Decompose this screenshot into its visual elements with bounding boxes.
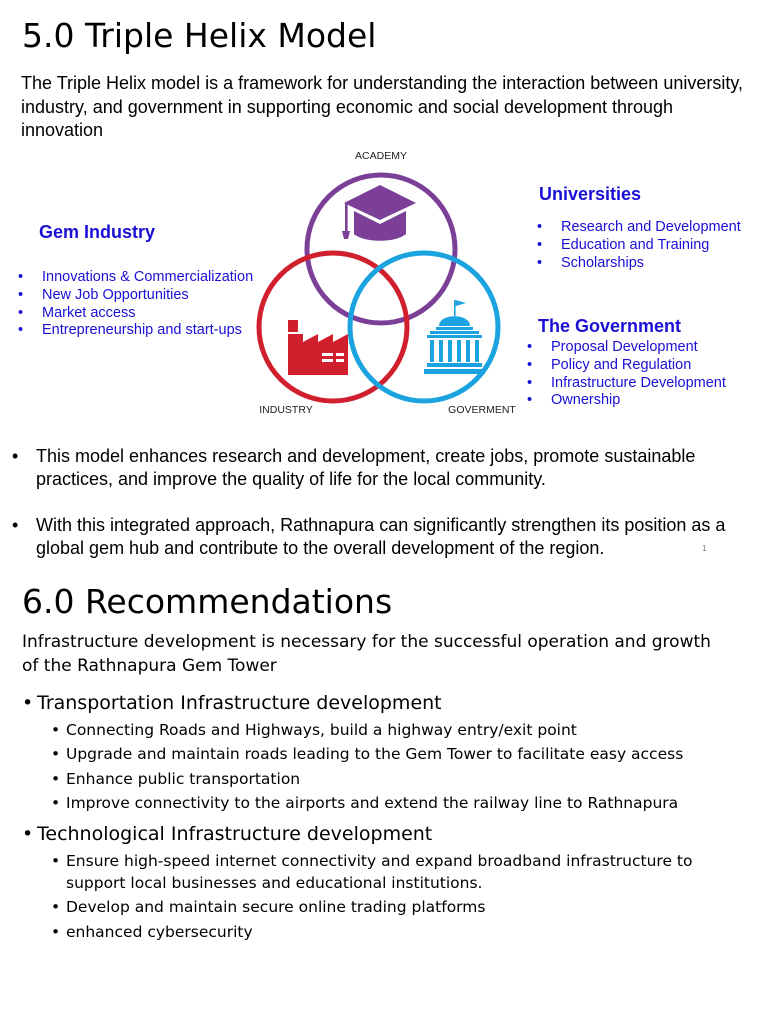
list-item: • Proposal Development [527,339,726,357]
industry-label: INDUSTRY [259,404,313,416]
list-item: • With this integrated approach, Rathnapura can significantly strengthen its position as a global gem hub and contribute to the overall development of the region. [12,514,764,560]
list-item: • enhanced cybersecurity [51,921,721,943]
list-item: • Ensure high-speed internet connectivity and expand broadband infrastructure to support local businesses and educational institutions. [51,850,721,894]
list-item: • Upgrade and maintain roads leading to the Gem Tower to facilitate easy access [51,743,741,765]
gem-industry-title: Gem Industry [39,222,156,242]
recommendation-list [51,850,721,943]
summary-list [12,445,764,560]
recommendation-heading: • Transportation Infrastructure development [22,690,741,716]
list-item: • Connecting Roads and Highways, build a highway entry/exit point [51,719,741,741]
government-title: The Government [538,316,682,336]
page-number: 1 [702,544,707,553]
list-item: • This model enhances research and development, create jobs, promote sustainable practices, and improve the quality of life for the local community. [12,445,764,491]
gem-industry-list [18,269,253,340]
triple-helix-intro: The Triple Helix model is a framework for understanding the interaction between university, industry, and government in supporting economic and social development through innovation [21,73,744,140]
section-title-triple-helix: 5.0 Triple Helix Model [22,16,377,55]
universities-title: Universities [539,184,642,204]
list-item: • Develop and maintain secure online trading platforms [51,896,721,918]
list-item: • Entrepreneurship and start-ups [18,322,253,340]
recommendation-heading: • Technological Infrastructure development [22,821,721,847]
list-item: • Policy and Regulation [527,357,726,375]
list-item: • New Job Opportunities [18,287,253,305]
list-item: • Innovations & Commercialization [18,269,253,287]
list-item: • Scholarships [537,255,741,273]
recommendation-group-technological [22,821,721,945]
list-item: • Market access [18,305,253,323]
list-item: • Infrastructure Development [527,375,726,393]
list-item: • Improve connectivity to the airports and extend the railway line to Rathnapura [51,792,741,814]
triple-helix-diagram [230,142,530,422]
government-list [527,339,726,410]
academy-label: ACADEMY [355,150,407,162]
recommendations-intro: Infrastructure development is necessary for the successful operation and growth of the Rathnapura Gem Tower [22,632,711,676]
list-item: • Ownership [527,392,726,410]
recommendation-list [51,719,741,814]
list-item: • Enhance public transportation [51,768,741,790]
list-item: • Research and Development [537,219,741,237]
universities-list [537,219,741,272]
government-label: GOVERMENT [448,404,516,416]
list-item: • Education and Training [537,237,741,255]
section-title-recommendations: 6.0 Recommendations [22,582,393,621]
recommendation-group-transportation [22,690,741,817]
